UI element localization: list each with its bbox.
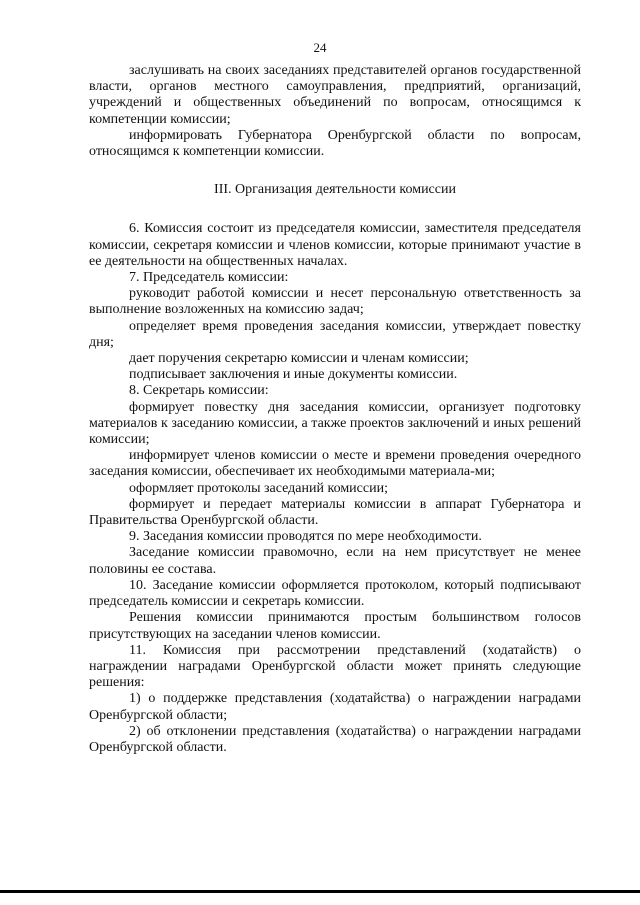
paragraph: 6. Комиссия состоит из председателя комиссии, заместителя председателя комиссии, секретаря комиссии и членов комиссии, которые принимают участие в ее деятельности на общественных началах.: [89, 221, 581, 269]
bottom-divider: [0, 890, 640, 893]
paragraph: оформляет протоколы заседаний комиссии;: [129, 480, 388, 496]
paragraph: формирует и передает материалы комиссии в аппарат Губернатора и Правительства Оренбургской области.: [89, 496, 581, 529]
paragraph: информирует членов комиссии о месте и времени проведения очередного заседания комиссии, обеспечивает их необходимыми материала-ми;: [89, 448, 581, 480]
paragraph: дает поручения секретарю комиссии и членам комиссии;: [129, 351, 469, 367]
paragraph: 11. Комиссия при рассмотрении представлений (ходатайств) о награждении наградами Оренбургской области может принять следующие решения:: [89, 642, 581, 691]
paragraph: формирует повестку дня заседания комиссии, организует подготовку материалов к заседанию комиссии, а также проектов заключений и иных решений комиссии;: [89, 399, 581, 448]
document-body: [89, 63, 581, 756]
paragraph: подписывает заключения и иные документы комиссии.: [129, 367, 458, 383]
paragraph: 8. Секретарь комиссии:: [129, 383, 269, 399]
paragraph: 1) о поддержке представления (ходатайства) о награждении наградами Оренбургской области;: [89, 691, 581, 723]
paragraph: информировать Губернатора Оренбургской области по вопросам, относящимся к компетенции комиссии.: [89, 127, 581, 160]
paragraph: Решения комиссии принимаются простым большинством голосов присутствующих на заседании членов комиссии.: [89, 610, 581, 642]
paragraph: Заседание комиссии правомочно, если на нем присутствует не менее половины ее состава.: [89, 545, 581, 577]
paragraph: 9. Заседания комиссии проводятся по мере необходимости.: [129, 529, 482, 545]
paragraph: определяет время проведения заседания комиссии, утверждает повестку дня;: [89, 318, 581, 350]
paragraph: заслушивать на своих заседаниях представителей органов государственной власти, органов местного самоуправления, предприятий, организаций, учреждений и общественных объединений по вопросам, относящимся к компетенции комиссии;: [89, 63, 581, 127]
paragraph: руководит работой комиссии и несет персональную ответственность за выполнение возложенных на комиссию задач;: [89, 286, 581, 318]
section-heading: III. Организация деятельности комиссии: [214, 182, 456, 198]
paragraph: 7. Председатель комиссии:: [129, 270, 289, 286]
page-number: 24: [313, 40, 327, 55]
paragraph: 10. Заседание комиссии оформляется протоколом, который подписывают председатель комиссии и секретарь комиссии.: [89, 577, 581, 610]
paragraph: 2) об отклонении представления (ходатайства) о награждении наградами Оренбургской области.: [89, 723, 581, 755]
